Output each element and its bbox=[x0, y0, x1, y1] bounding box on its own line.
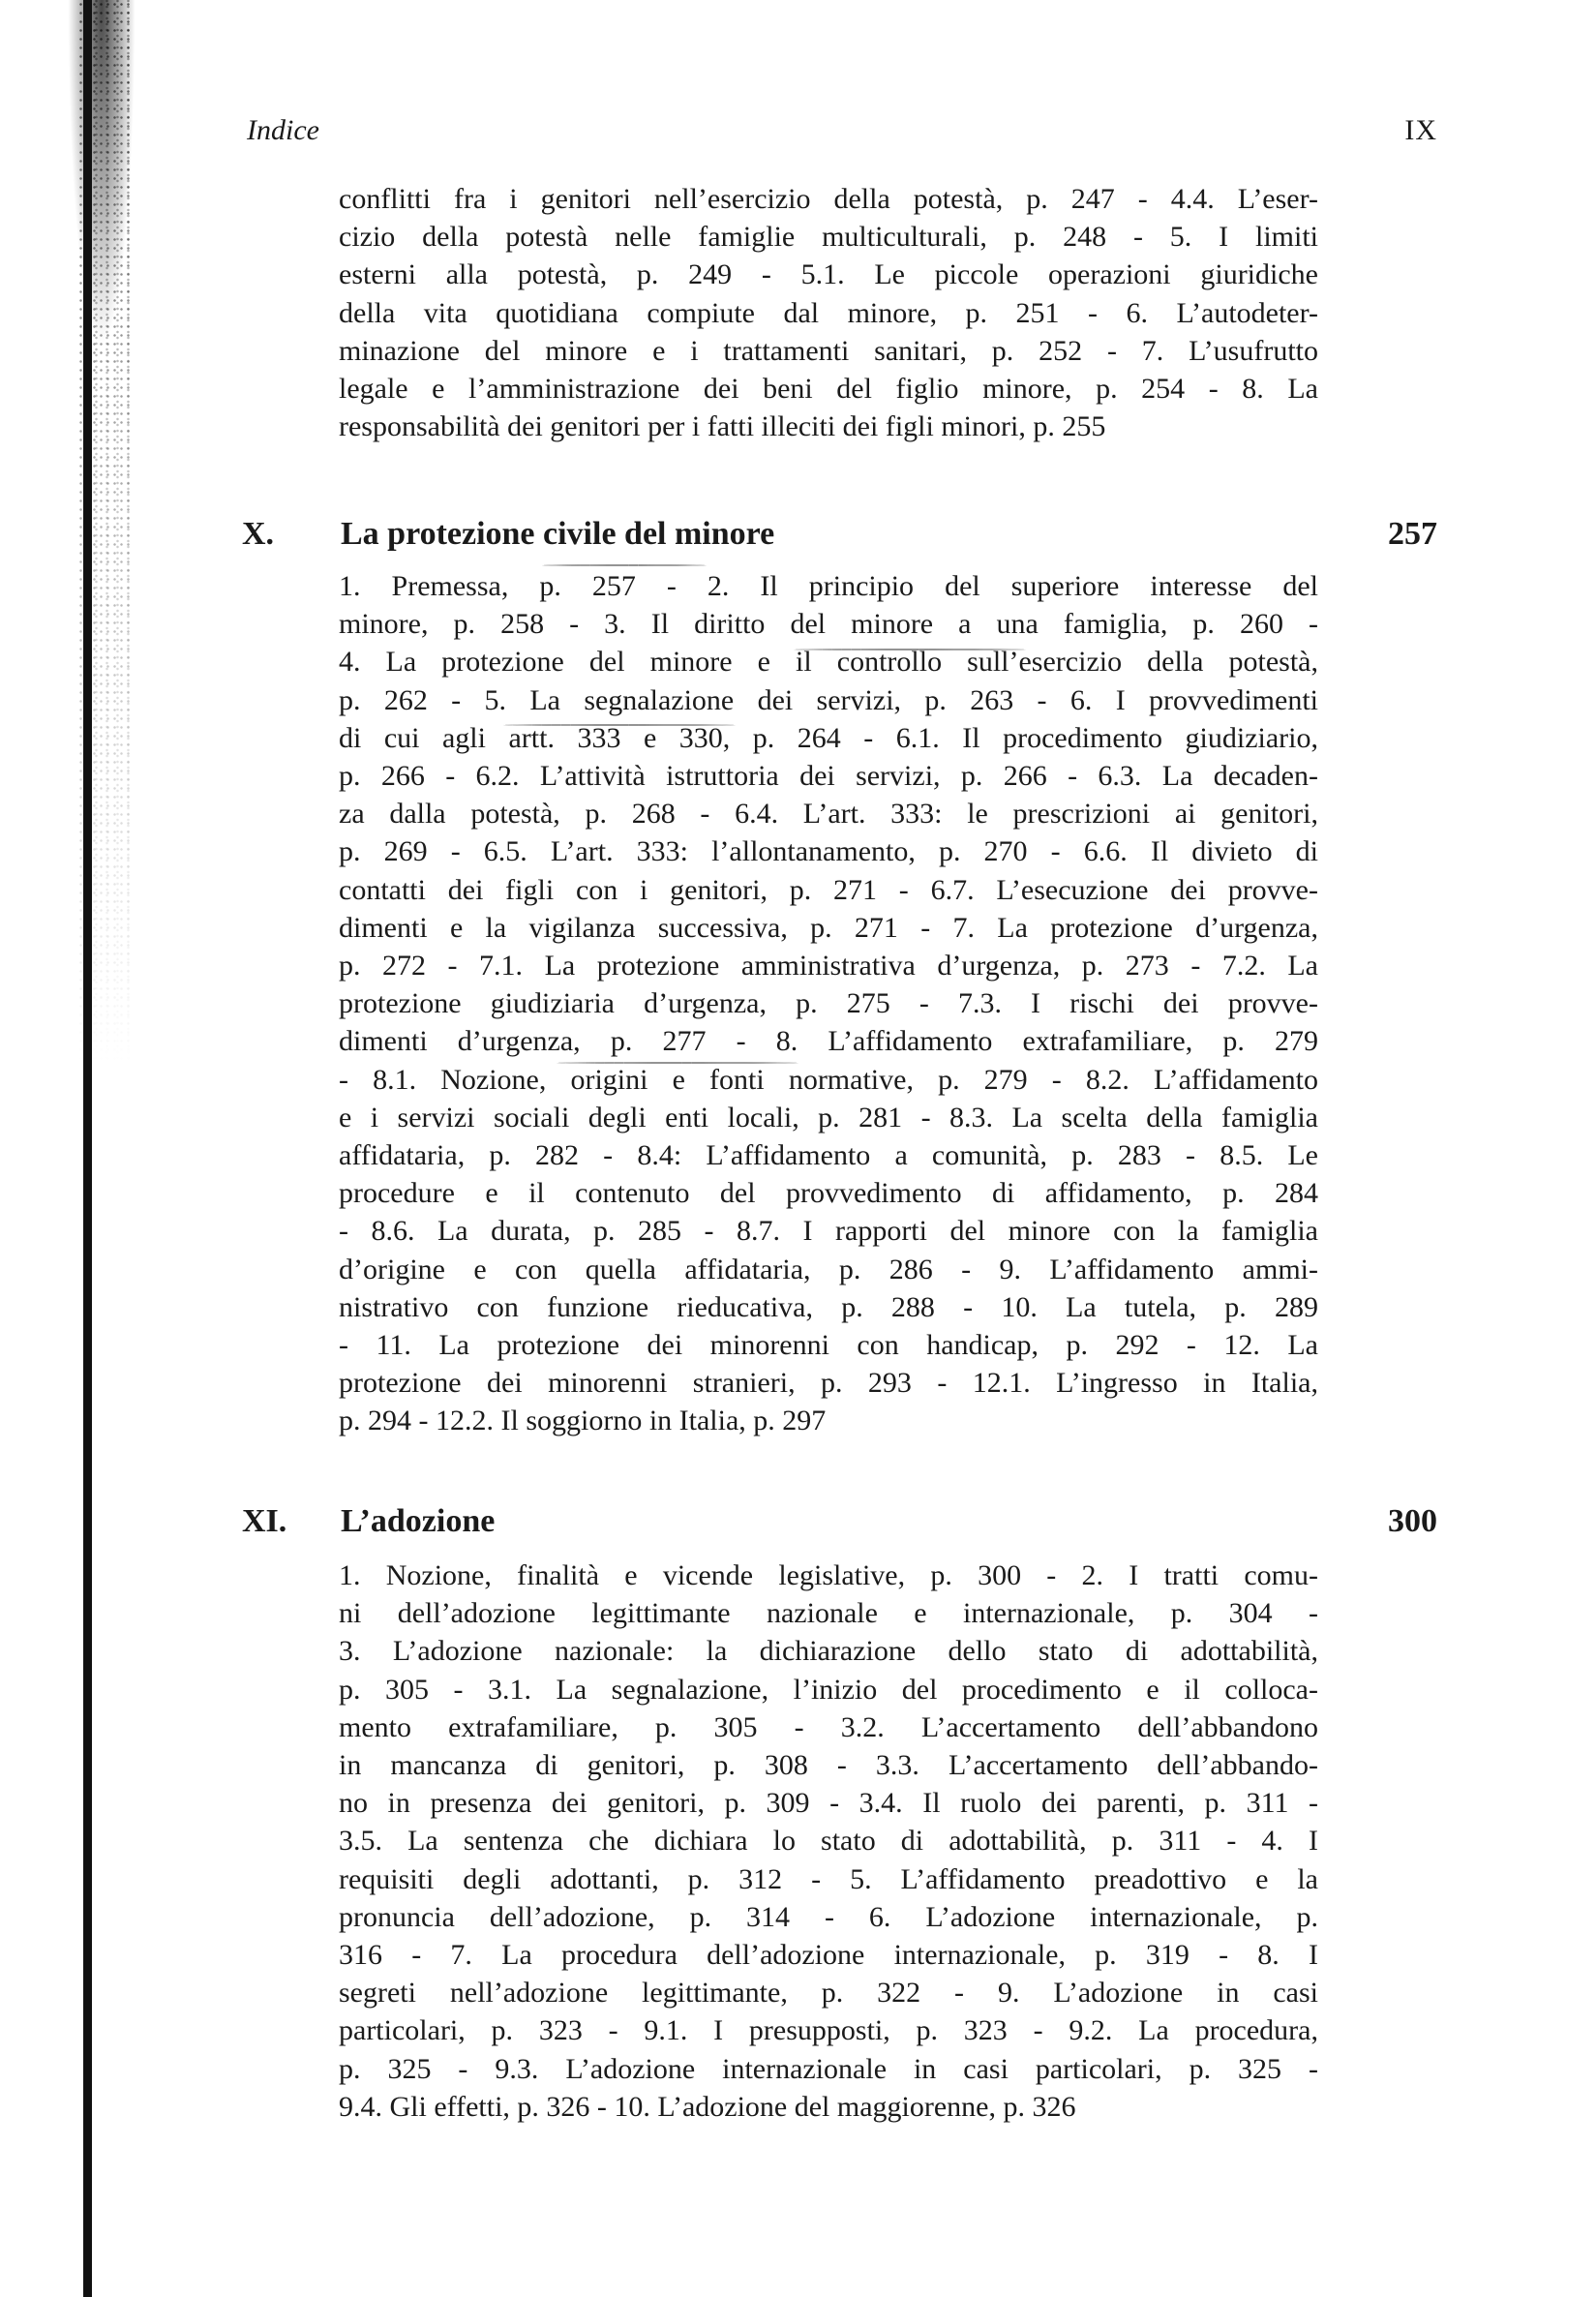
toc-entry-line: p. 269 - 6.5. L’art. 333: l’allontanamento, p. 270 - 6.6. Il divieto di bbox=[339, 835, 1318, 868]
chapter-heading-x bbox=[242, 513, 1437, 556]
toc-entry-line: affidataria, p. 282 - 8.4: L’affidamento a comunità, p. 283 - 8.5. Le bbox=[339, 1139, 1318, 1172]
toc-entry-line: protezione dei minorenni stranieri, p. 293 - 12.1. L’ingresso in Italia, bbox=[339, 1367, 1318, 1400]
pencil-underline bbox=[542, 564, 707, 566]
toc-entry-line: particolari, p. 323 - 9.1. I presupposti, p. 323 - 9.2. La procedura, bbox=[339, 2014, 1318, 2047]
toc-entry-line: 316 - 7. La procedura dell’adozione internazionale, p. 319 - 8. I bbox=[339, 1939, 1318, 1972]
toc-entry-line: - 11. La protezione dei minorenni con handicap, p. 292 - 12. La bbox=[339, 1329, 1318, 1362]
toc-entry-line: legale e l’amministrazione dei beni del figlio minore, p. 254 - 8. La bbox=[339, 373, 1318, 406]
toc-entry-line: 1. Premessa, p. 257 - 2. Il principio del superiore interesse del bbox=[339, 570, 1318, 602]
toc-entry-line: segreti nell’adozione legittimante, p. 322 - 9. L’adozione in casi bbox=[339, 1977, 1318, 2010]
toc-entry-line: ni dell’adozione legittimante nazionale e internazionale, p. 304 - bbox=[339, 1597, 1318, 1630]
toc-entry-line: dimenti d’urgenza, p. 277 - 8. L’affidamento extrafamiliare, p. 279 bbox=[339, 1025, 1318, 1058]
toc-entry-line: cizio della potestà nelle famiglie multiculturali, p. 248 - 5. I limiti bbox=[339, 221, 1318, 254]
toc-entry-line: conflitti fra i genitori nell’esercizio della potestà, p. 247 - 4.4. L’eser- bbox=[339, 183, 1318, 215]
toc-entry-line: no in presenza dei genitori, p. 309 - 3.4. Il ruolo dei parenti, p. 311 - bbox=[339, 1787, 1318, 1820]
pencil-underline bbox=[503, 724, 736, 726]
toc-entry-line: della vita quotidiana compiute dal minore, p. 251 - 6. L’autodeter- bbox=[339, 296, 1318, 329]
toc-entry-line: mento extrafamiliare, p. 305 - 3.2. L’accertamento dell’abbandono bbox=[339, 1710, 1318, 1743]
toc-entry-line: - 8.6. La durata, p. 285 - 8.7. I rapporti del minore con la famiglia bbox=[339, 1215, 1318, 1248]
toc-entry-line: 9.4. Gli effetti, p. 326 - 10. L’adozione del maggiorenne, p. 326 bbox=[339, 2090, 1076, 2123]
pencil-underline bbox=[557, 1062, 798, 1064]
toc-entry-line: contatti dei figli con i genitori, p. 271 - 6.7. L’esecuzione dei provve- bbox=[339, 873, 1318, 906]
toc-entry-line: nistrativo con funzione rieducativa, p. 288 - 10. La tutela, p. 289 bbox=[339, 1290, 1318, 1323]
toc-entry-line: esterni alla potestà, p. 249 - 5.1. Le piccole operazioni giuridiche bbox=[339, 258, 1318, 291]
toc-entry-line: requisiti degli adottanti, p. 312 - 5. L’affidamento preadottivo e la bbox=[339, 1862, 1318, 1895]
toc-entry-line: p. 294 - 12.2. Il soggiorno in Italia, p. 297 bbox=[339, 1405, 827, 1437]
toc-entry-line: p. 266 - 6.2. L’attività istruttoria dei servizi, p. 266 - 6.3. La decaden- bbox=[339, 760, 1318, 793]
toc-entry-line: 3.5. La sentenza che dichiara lo stato di adottabilità, p. 311 - 4. I bbox=[339, 1825, 1318, 1858]
toc-entry-line: protezione giudiziaria d’urgenza, p. 275 - 7.3. I rischi dei provve- bbox=[339, 987, 1318, 1020]
chapter-title: La protezione civile del minore bbox=[341, 516, 775, 552]
toc-entry-line: p. 325 - 9.3. L’adozione internazionale in casi particolari, p. 325 - bbox=[339, 2052, 1318, 2085]
toc-entry-line: d’origine e con quella affidataria, p. 286 - 9. L’affidamento ammi- bbox=[339, 1253, 1318, 1285]
page-folio: IX bbox=[1404, 114, 1437, 146]
chapter-page-number: 257 bbox=[1388, 516, 1437, 552]
chapter-number: X. bbox=[242, 516, 275, 552]
toc-entry-line: 4. La protezione del minore e il controllo sull’esercizio della potestà, bbox=[339, 646, 1318, 679]
book-binding-edge bbox=[83, 0, 92, 2297]
toc-entry-line: 1. Nozione, finalità e vicende legislative, p. 300 - 2. I tratti comu- bbox=[339, 1559, 1318, 1591]
chapter-page-number: 300 bbox=[1388, 1503, 1437, 1539]
toc-entry-line: minore, p. 258 - 3. Il diritto del minore a una famiglia, p. 260 - bbox=[339, 608, 1318, 641]
toc-entry-line: dimenti e la vigilanza successiva, p. 271 - 7. La protezione d’urgenza, bbox=[339, 911, 1318, 944]
running-head: Indice bbox=[247, 114, 319, 146]
toc-entry-line: pronuncia dell’adozione, p. 314 - 6. L’adozione internazionale, p. bbox=[339, 1900, 1318, 1933]
toc-entry-line: p. 305 - 3.1. La segnalazione, l’inizio del procedimento e il colloca- bbox=[339, 1673, 1318, 1706]
toc-entry-line: responsabilità dei genitori per i fatti illeciti dei figli minori, p. 255 bbox=[339, 410, 1106, 443]
chapter-number: XI. bbox=[242, 1503, 287, 1539]
toc-entry-line: p. 272 - 7.1. La protezione amministrativa d’urgenza, p. 273 - 7.2. La bbox=[339, 950, 1318, 982]
toc-entry-line: - 8.1. Nozione, origini e fonti normative, p. 279 - 8.2. L’affidamento bbox=[339, 1063, 1318, 1096]
toc-entry-line: 3. L’adozione nazionale: la dichiarazione dello stato di adottabilità, bbox=[339, 1635, 1318, 1668]
toc-entry-line: minazione del minore e i trattamenti sanitari, p. 252 - 7. L’usufrutto bbox=[339, 334, 1318, 367]
toc-entry-line: in mancanza di genitori, p. 308 - 3.3. L’accertamento dell’abbando- bbox=[339, 1749, 1318, 1782]
pencil-underline bbox=[794, 649, 1026, 650]
chapter-heading-xi bbox=[242, 1500, 1437, 1543]
chapter-title: L’adozione bbox=[341, 1503, 496, 1539]
toc-entry-line: p. 262 - 5. La segnalazione dei servizi, p. 263 - 6. I provvedimenti bbox=[339, 683, 1318, 716]
chapter-x-entries bbox=[339, 567, 1318, 1440]
chapter-xi-entries bbox=[339, 1557, 1318, 2126]
continuation-entries bbox=[339, 180, 1318, 445]
toc-entry-line: procedure e il contenuto del provvedimento di affidamento, p. 284 bbox=[339, 1177, 1318, 1210]
toc-entry-line: di cui agli artt. 333 e 330, p. 264 - 6.1. Il procedimento giudiziario, bbox=[339, 721, 1318, 754]
toc-entry-line: e i servizi sociali degli enti locali, p. 281 - 8.3. La scelta della famiglia bbox=[339, 1101, 1318, 1133]
toc-entry-line: za dalla potestà, p. 268 - 6.4. L’art. 333: le prescrizioni ai genitori, bbox=[339, 798, 1318, 831]
